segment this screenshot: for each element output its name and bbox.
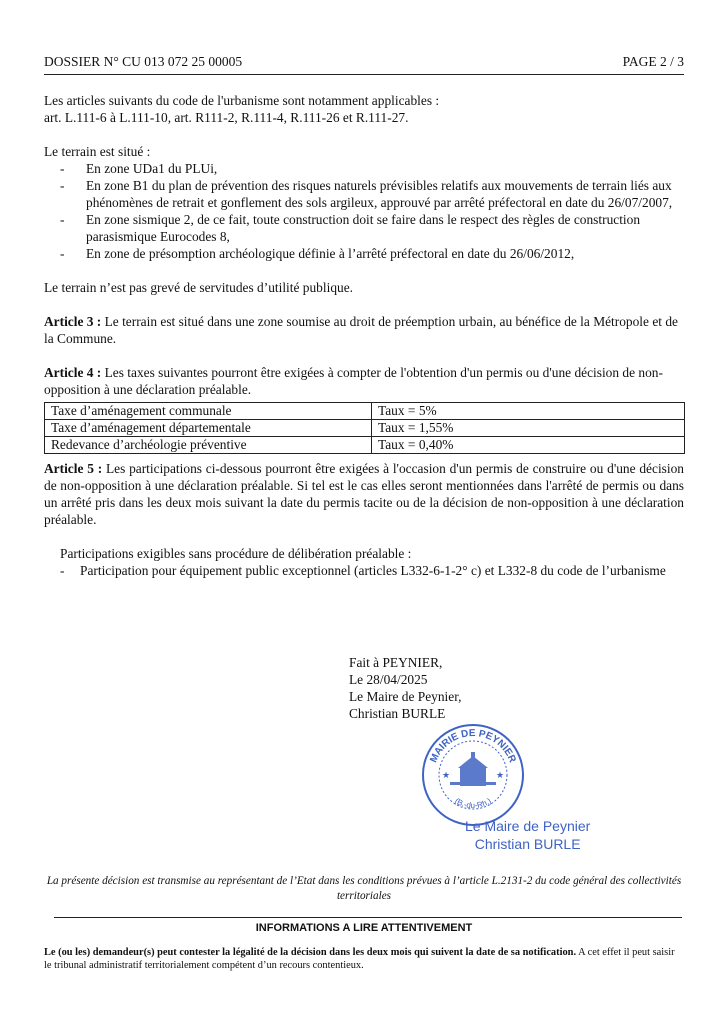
articles-intro-line2: art. L.111-6 à L.111-10, art. R111-2, R.111-4, R.111-26 et R.111-27. [44, 110, 409, 125]
signature-place: Fait à PEYNIER, [349, 655, 443, 670]
star-icon: ★ [496, 771, 505, 781]
info-title: INFORMATIONS A LIRE ATTENTIVEMENT [255, 922, 473, 934]
article-3 [44, 313, 684, 347]
terrain-intro: Le terrain est situé : [44, 144, 151, 159]
signature-date: Le 28/04/2025 [349, 672, 428, 687]
stamp-bottom-text: (B.-du-Rh.) [453, 796, 493, 811]
list-item: - En zone B1 du plan de prévention des risques naturels prévisibles relatifs aux mouvements de terrain liés aux phénomènes de retrait et gonflement des sols argileux, approuvé par arrêté préfectoral en date du 26/07/2007, [60, 178, 673, 210]
legal-text: A cet effet il peut saisir le tribunal administratif territorialement compétent d’un recours contentieux. [44, 947, 675, 971]
tax-name: Taxe d’aménagement communale [45, 403, 372, 420]
article-4-label: Article 4 : [44, 365, 102, 380]
participations-intro: Participations exigibles sans procédure de délibération préalable : [60, 546, 412, 561]
table-row [45, 420, 685, 437]
articles-intro-line1: Les articles suivants du code de l'urbanisme sont notamment applicables : [44, 93, 440, 108]
article-5-label: Article 5 : [44, 461, 103, 476]
article-3-text: Le terrain est situé dans une zone soumise au droit de préemption urbain, au bénéfice de la Métropole et de la Commune. [44, 314, 678, 346]
signature-block [349, 654, 462, 722]
tax-name: Redevance d’archéologie préventive [45, 437, 372, 454]
page-number: PAGE 2 / 3 [622, 54, 684, 69]
stamp-signature [465, 817, 590, 853]
tax-rate: Taux = 5% [372, 403, 685, 420]
mairie-stamp [420, 722, 526, 828]
list-item: - En zone sismique 2, de ce fait, toute construction doit se faire dans le respect des règles de construction parasismique Eurocodes 8, [60, 212, 641, 244]
tax-name: Taxe d’aménagement départementale [45, 420, 372, 437]
table-row [45, 403, 685, 420]
articles-intro [44, 92, 684, 126]
list-item-text: En zone B1 du plan de prévention des risques naturels prévisibles relatifs aux mouvements de terrain liés aux phénomènes de retrait et gonflement des sols argileux, approuvé par arrêté préfectoral en date du 26/07/2007, [86, 178, 673, 210]
table-row [45, 437, 685, 454]
article-4-text: Les taxes suivantes pourront être exigées à compter de l'obtention d'un permis ou d'une décision de non-opposition à une déclaration préalable. [44, 365, 663, 397]
article-4 [44, 364, 684, 398]
participations-section [44, 545, 684, 579]
page-header [44, 52, 684, 75]
list-item: - En zone UDa1 du PLUi, [60, 161, 218, 176]
article-5-text: Les participations ci-dessous pourront être exigées à l'occasion d'un permis de construire ou d'une décision de non-opposition à une déclaration préalable. Si tel est le cas elles seront mentionnées dans l'arrêté de permis ou dans un arrêté pris dans les deux mois suivant la date du permis tacite ou de la décision de non-opposition à une déclaration préalable. [44, 461, 684, 527]
document-body [44, 92, 684, 579]
terrain-list [44, 160, 684, 262]
list-item-text: En zone sismique 2, de ce fait, toute construction doit se faire dans le respect des règles de construction parasismique Eurocodes 8, [86, 212, 641, 244]
list-item-text: En zone de présomption archéologique définie à l’arrêté préfectoral en date du 26/06/2012, [86, 246, 575, 261]
transmission-note: La présente décision est transmise au représentant de l’Etat dans les conditions prévues à l’article L.2131-2 du code général des collectivités territoriales [46, 875, 682, 902]
servitudes-text: Le terrain n’est pas grevé de servitudes d’utilité publique. [44, 280, 353, 295]
stamp-emblem [450, 752, 496, 786]
dossier-number: DOSSIER N° CU 013 072 25 00005 [44, 54, 243, 69]
stamp-sig-name: Christian BURLE [474, 836, 581, 852]
list-item-text: En zone UDa1 du PLUi, [86, 161, 218, 176]
legal-bold-text: Le (ou les) demandeur(s) peut contester la légalité de la décision dans les deux mois qui suivent la date de sa notification. [44, 947, 577, 958]
list-item-text: Participation pour équipement public exceptionnel (articles L332-6-1-2° c) et L332-8 du code de l’urbanisme [80, 563, 666, 578]
stamp-top-text: MAIRIE DE PEYNIER [428, 727, 518, 765]
participations-list [44, 562, 684, 579]
article-5 [44, 460, 684, 528]
stamp-sig-role: Le Maire de Peynier [465, 818, 591, 834]
list-item: - Participation pour équipement public exceptionnel (articles L332-6-1-2° c) et L332-8 du code de l’urbanisme [60, 563, 666, 578]
tax-rate: Taux = 0,40% [372, 437, 685, 454]
info-divider [54, 917, 682, 918]
star-icon: ★ [442, 771, 451, 781]
signature-role: Le Maire de Peynier, [349, 689, 462, 704]
article-3-label: Article 3 : [44, 314, 102, 329]
signature-name: Christian BURLE [349, 706, 446, 721]
list-item: - En zone de présomption archéologique définie à l’arrêté préfectoral en date du 26/06/2012, [60, 246, 575, 261]
tax-table [44, 402, 685, 454]
terrain-section [44, 143, 684, 262]
tax-rate: Taux = 1,55% [372, 420, 685, 437]
legal-notice [44, 946, 684, 972]
